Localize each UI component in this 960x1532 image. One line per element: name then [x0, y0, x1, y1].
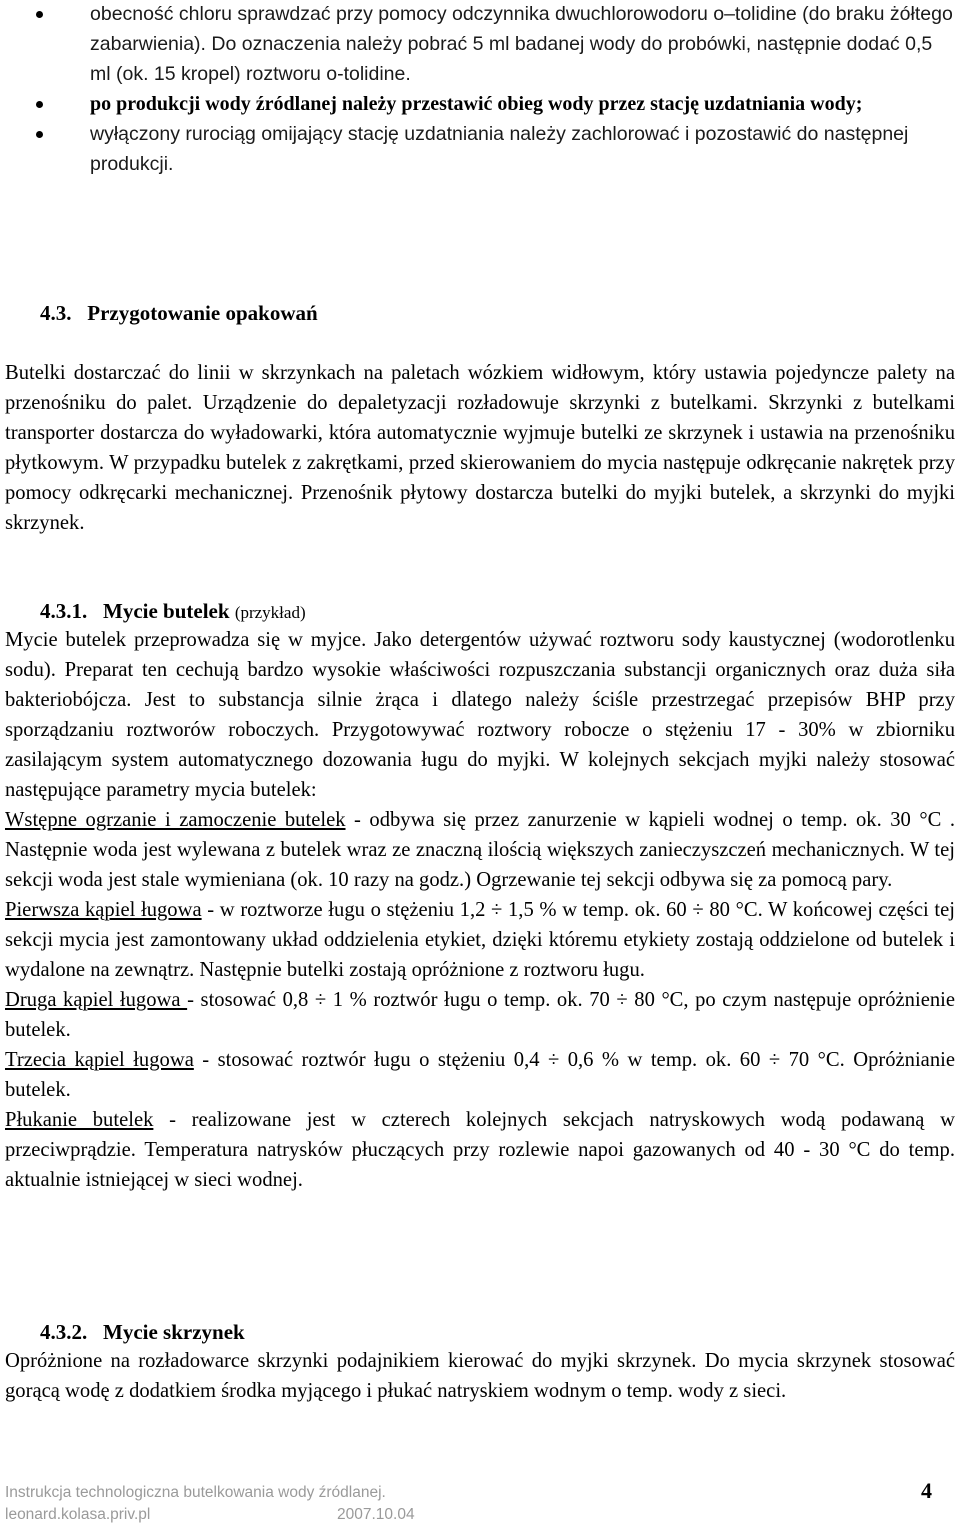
intro-text: Mycie butelek przeprowadza się w myjce. Jako detergentów używać roztworu sody kaustycznej (wodorotlenku sodu). Preparat ten cechują bardzo wysokie właściwości rozpuszczania substancji organicznych oraz duża siła bakteriobójcza. Jest to substancja silnie żrąca i dlatego należy ściśle przestrzegać przepisów BHP przy sporządzaniu roztworów roboczych. Przygotowywać roztwory robocze o stężeniu 17 - 30% w zbiorniku zasilającym system automatycznego dozowania ługu do myjki. W kolejnych sekcjach myjki należy stosować następujące parametry mycia butelek: [5, 629, 955, 801]
bullet-item: po produkcji wody źródlanej należy przestawić obieg wody przez stację uzdatniania wody; [0, 89, 960, 119]
section-title: Mycie skrzynek [103, 1320, 245, 1344]
section-title: Przygotowanie opakowań [87, 301, 318, 325]
section-number: 4.3.2. [40, 1320, 88, 1344]
step-label: Płukanie butelek [5, 1109, 154, 1131]
footer-meta [5, 1504, 955, 1526]
section-title: Mycie butelek [103, 599, 230, 623]
page-number: 4 [921, 1478, 932, 1503]
bullet-dot [36, 11, 43, 18]
section-number: 4.3. [40, 301, 72, 325]
section-heading [40, 596, 306, 628]
step-text: - stosować roztwór ługu o stężeniu 0,4 ÷ 0,6 % w temp. ok. 60 ÷ 70 °C. Opróżnianie butelek. [5, 1049, 955, 1101]
step-label: Pierwsza kąpiel ługowa [5, 899, 202, 921]
footer-title: Instrukcja technologiczna butelkowania wody źródlanej. [5, 1484, 386, 1501]
bullet-item: obecność chloru sprawdzać przy pomocy odczynnika dwuchlorowodoru o–tolidine (do braku żółtego zabarwienia). Do oznaczenia należy pobrać 5 ml badanej wody do probówki, następnie dodać 0,5 ml (ok. 15 kropel) roztworu o-tolidine. [0, 0, 960, 89]
section-number: 4.3.1. [40, 599, 88, 623]
section-body: Butelki dostarczać do linii w skrzynkach na paletach wózkiem widłowym, który ustawia pojedyncze palety na przenośniku do palet. Urządzenie do depaletyzacji rozładowuje skrzynki z butelkami. Skrzynki z butelkami transporter dostarcza do wyładowarki, która automatycznie wyjmuje butelki ze skrzynek i ustawia na przenośniku płytkowym. W przypadku butelek z zakrętkami, przed skierowaniem do mycia następuje odkręcanie nakrętek przy pomocy odkręcarki mechanicznej. Przenośnik płytowy dostarcza butelki do myjki butelek, a skrzynki do myjki skrzynek. [5, 362, 955, 534]
bullet-dot [36, 101, 43, 108]
footer-date: 2007.10.04 [337, 1506, 415, 1523]
step-text: - w roztworze ługu o stężeniu 1,2 ÷ 1,5 % w temp. ok. 60 ÷ 80 °C. W końcowej części tej sekcji mycia jest zamontowany układ oddzielenia etykiet, dzięki któremu etykiety zostają oddzielone od butelek i wydalone na zewnątrz. Następnie butelki zostają opróżnione z roztworu ługu. [5, 899, 955, 981]
section-body: Opróżnione na rozładowarce skrzynki podajnikiem kierować do myjki skrzynek. Do mycia skrzynek stosować gorącą wodę z dodatkiem środka myjącego i płukać natryskiem wodnym o temp. wody z sieci. [5, 1350, 955, 1402]
bullet-item: wyłączony rurociąg omijający stację uzdatniania należy zachlorować i pozostawić do następnej produkcji. [0, 119, 960, 179]
step-label: Druga kąpiel ługowa [5, 989, 188, 1011]
step-text: - odbywa się przez zanurzenie w kąpieli wodnej o temp. ok. 30 °C . Następnie woda jest wylewana z butelek wraz ze znaczną ilością większych zanieczyszczeń mechanicznych. W tej sekcji woda jest stale wymieniana (ok. 10 razy na godz.) Ogrzewanie tej sekcji odbywa się za pomocą pary. [5, 809, 955, 891]
step-text: - stosować 0,8 ÷ 1 % roztwór ługu o temp. ok. 70 ÷ 80 °C, po czym następuje opróżnienie butelek. [5, 989, 955, 1041]
step-text: - realizowane jest w czterech kolejnych sekcjach natryskowych wodą podawaną w przeciwprądzie. Temperatura natrysków płuczących przy rozlewie napoi gazowanych od 40 - 30 °C do temp. aktualnie istniejącej w sieci wodnej. [5, 1109, 955, 1191]
bullet-dot [36, 131, 43, 138]
step-label: Wstępne ogrzanie i zamoczenie butelek [5, 809, 346, 831]
section-heading [40, 298, 318, 328]
bullet-list [0, 0, 960, 179]
footer-site: leonard.kolasa.priv.pl [5, 1506, 151, 1523]
step-label: Trzecia kąpiel ługowa [5, 1049, 194, 1071]
section-note: (przykład) [234, 603, 306, 622]
section-body [5, 625, 955, 1195]
section-heading [40, 1317, 245, 1347]
